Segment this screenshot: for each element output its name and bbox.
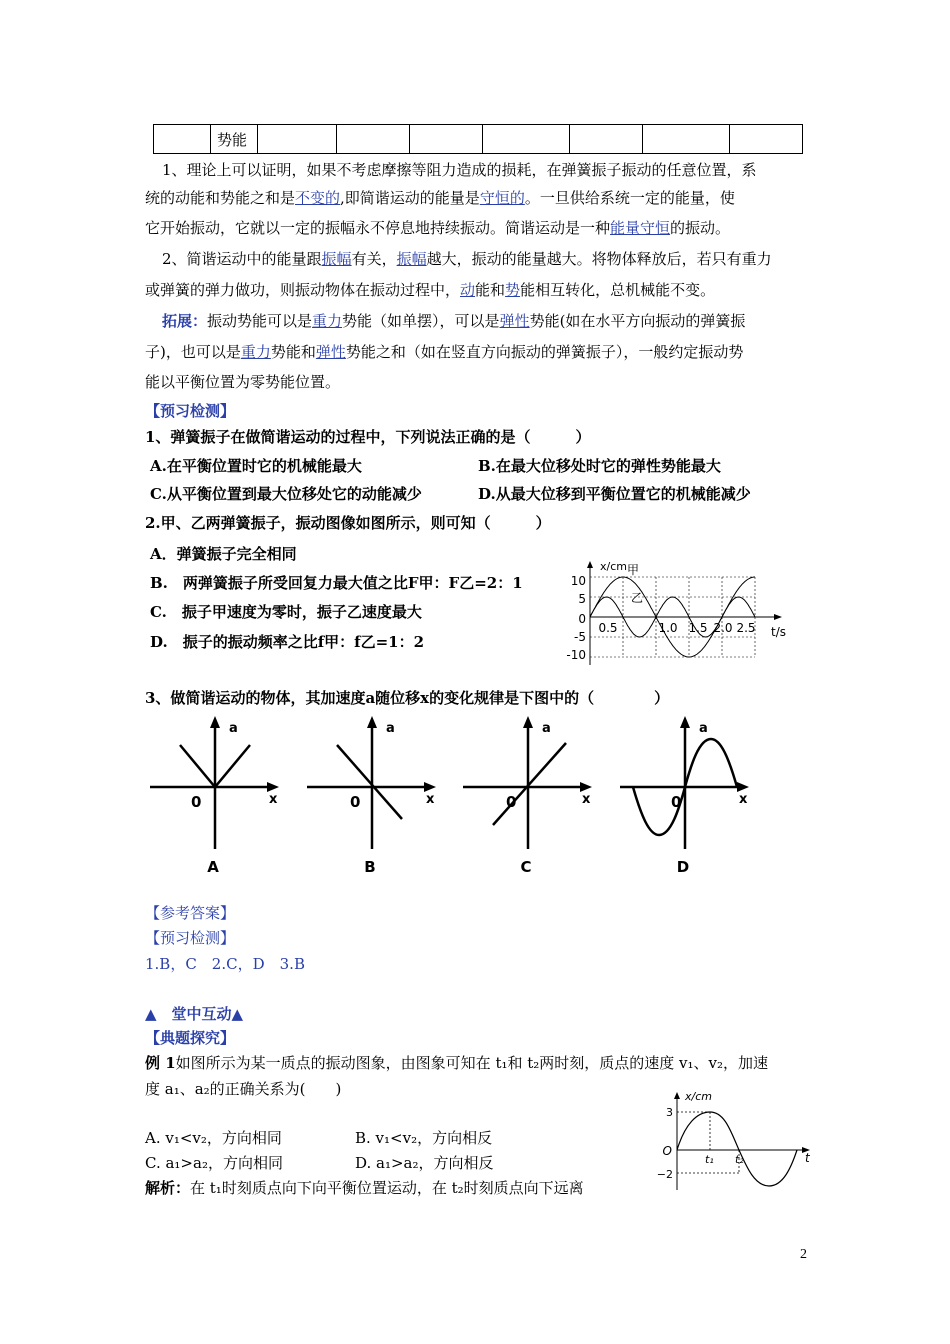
- underlined-term: 振幅: [321, 250, 352, 268]
- q2-ylabel: x/cm: [600, 560, 627, 573]
- q3-origin-label: 0: [191, 793, 202, 811]
- q2-xtick: 2.0: [713, 621, 733, 635]
- q3-axis-a-label: a: [386, 721, 395, 736]
- ex1-t2-label: t₂: [735, 1153, 744, 1166]
- q3-a-arrow: [367, 716, 377, 728]
- typical-problems-heading: 【典题探究】: [145, 1029, 236, 1047]
- q2-series-yi-label: 乙: [631, 591, 644, 605]
- q2-xtick: 0.5: [598, 621, 618, 635]
- ex1-line2: 度 a₁、a₂的正确关系为( ): [145, 1080, 342, 1098]
- p3-line1: 拓展：振动势能可以是重力势能（如单摆），可以是弹性势能(如在水平方向振动的弹簧振: [162, 312, 746, 330]
- q3-axis-a-label: a: [699, 721, 708, 736]
- q3-stem: 3、做简谐运动的物体，其加速度a随位移x的变化规律是下图中的（ ）: [145, 689, 670, 707]
- q3-option-label: B: [364, 858, 376, 876]
- q2-option-a: A．弹簧振子完全相同: [150, 545, 297, 563]
- answers-subheading: 【预习检测】: [145, 929, 236, 947]
- q3-x-arrow: [580, 782, 592, 792]
- q2-xtick: 1.0: [658, 621, 678, 635]
- q3-origin-label: 0: [506, 793, 517, 811]
- q2-ytick: 10: [570, 574, 586, 588]
- q3-origin-label: 0: [350, 793, 361, 811]
- page-number: 2: [800, 1247, 807, 1262]
- q1-option-d: D.从最大位移到平衡位置它的机械能减少: [478, 485, 751, 503]
- underlined-term: 弹性: [499, 312, 530, 330]
- q3-a-arrow: [523, 716, 533, 728]
- ex1-option-c: C. a₁>a₂，方向相同: [145, 1154, 283, 1172]
- ex1-vibration-graph: [655, 1088, 815, 1193]
- ex1-curve: [677, 1112, 797, 1186]
- q3-acceleration-graphs: [145, 712, 765, 882]
- q3-graph-curve: [493, 743, 566, 825]
- underlined-term: 能量守恒: [610, 219, 671, 237]
- ex1-xlabel: t: [805, 1151, 810, 1165]
- table-row: [154, 125, 803, 154]
- analysis-label: 解析：: [145, 1179, 191, 1197]
- q2-xtick: 2.5: [736, 621, 756, 635]
- p3-line3: 能以平衡位置为零势能位置。: [145, 373, 341, 391]
- q3-axis-a-label: a: [229, 721, 238, 736]
- ex1-analysis: 解析：在 t₁时刻质点向下向平衡位置运动，在 t₂时刻质点向下远离: [145, 1179, 584, 1197]
- underlined-term: 动: [460, 281, 476, 299]
- q2-stem: 2.甲、乙两弹簧振子，振动图像如图所示，则可知（ ）: [145, 514, 551, 532]
- q3-origin-label: 0: [671, 793, 682, 811]
- q3-axis-x-label: x: [739, 792, 748, 807]
- q3-axis-x-label: x: [269, 792, 278, 807]
- example-label: 例 1: [145, 1054, 176, 1072]
- q2-xlabel: t/s: [771, 625, 786, 639]
- ex1-ytick-top: 3: [666, 1106, 673, 1119]
- q2-option-c: C. 振子甲速度为零时，振子乙速度最大: [150, 603, 422, 621]
- answers-text: 1.B，C 2.C，D 3.B: [145, 955, 305, 973]
- classroom-interaction-heading: ▲ 堂中互动▲: [145, 1005, 244, 1023]
- p1-line3: 它开始振动，它就以一定的振幅永不停息地持续振动。简谐运动是一种能量守恒的振动。: [145, 219, 731, 237]
- q3-option-label: C: [520, 858, 532, 876]
- underlined-term: 重力: [312, 312, 343, 330]
- p1-line2: 统的动能和势能之和是不变的,即简谐运动的能量是守恒的。一旦供给系统一定的能量，使: [145, 189, 735, 207]
- q3-axis-x-label: x: [426, 792, 435, 807]
- q3-a-arrow: [210, 716, 220, 728]
- ex1-origin-label: O: [662, 1144, 672, 1158]
- underlined-term: 守恒的: [479, 189, 525, 207]
- ex1-option-d: D. a₁>a₂，方向相反: [355, 1154, 494, 1172]
- underlined-term: 不变的: [295, 189, 341, 207]
- q3-x-arrow: [424, 782, 436, 792]
- p3-line2: 子)，也可以是重力势能和弹性势能之和（如在竖直方向振动的弹簧振子），一般约定振动势: [145, 343, 744, 361]
- q3-option-label: D: [676, 858, 690, 876]
- q1-stem: 1、弹簧振子在做简谐运动的过程中，下列说法正确的是（ ）: [145, 428, 591, 446]
- ex1-option-a: A. v₁<v₂，方向相同: [145, 1129, 282, 1147]
- extension-label: 拓展：: [162, 312, 208, 330]
- p1-line1: 1、理论上可以证明，如果不考虑摩擦等阻力造成的损耗，在弹簧振子振动的任意位置，系: [162, 161, 757, 179]
- q1-option-b: B.在最大位移处时它的弹性势能最大: [478, 457, 721, 475]
- q2-ytick: 5: [578, 592, 586, 606]
- q2-xtick: 1.5: [688, 621, 708, 635]
- q3-graph-curve: [337, 745, 402, 819]
- ex1-t1-label: t₁: [705, 1153, 714, 1166]
- underlined-term: 弹性: [315, 343, 346, 361]
- q3-axis-a-label: a: [542, 721, 551, 736]
- q1-option-c: C.从平衡位置到最大位移处它的动能减少: [150, 485, 422, 503]
- table-row-label: 势能: [211, 125, 258, 154]
- ex1-ytick-bottom: −2: [656, 1168, 673, 1181]
- underlined-term: 势: [505, 281, 521, 299]
- q2-vibration-graph: [560, 555, 800, 670]
- q3-a-arrow: [680, 716, 690, 728]
- q2-option-d: D. 振子的振动频率之比f甲：f乙=1：2: [150, 633, 425, 651]
- q2-series-jia-label: 甲: [627, 563, 640, 577]
- q2-ytick: 0: [578, 612, 586, 626]
- q3-x-arrow: [737, 782, 749, 792]
- q3-x-arrow: [267, 782, 279, 792]
- q1-option-a: A.在平衡位置时它的机械能最大: [150, 457, 362, 475]
- ex1-ylabel: x/cm: [685, 1090, 712, 1103]
- ex1-option-b: B. v₁<v₂，方向相反: [355, 1129, 493, 1147]
- underlined-term: 振幅: [396, 250, 427, 268]
- q2-ytick: -10: [566, 648, 586, 662]
- q2-ytick: -5: [574, 630, 586, 644]
- energy-table: [153, 124, 803, 154]
- answers-heading: 【参考答案】: [145, 904, 236, 922]
- q3-axis-x-label: x: [582, 792, 591, 807]
- p2-line2: 或弹簧的弹力做功，则振动物体在振动过程中，动能和势能相互转化，总机械能不变。: [145, 281, 716, 299]
- p2-line1: 2、简谐运动中的能量跟振幅有关，振幅越大，振动的能量越大。将物体释放后，若只有重力: [162, 250, 772, 268]
- q3-option-label: A: [207, 858, 219, 876]
- q2-option-b: B. 两弹簧振子所受回复力最大值之比F甲：F乙=2：1: [150, 574, 523, 592]
- underlined-term: 重力: [240, 343, 271, 361]
- section-heading-preview: 【预习检测】: [145, 402, 236, 420]
- ex1-line1: 例 1如图所示为某一质点的振动图象，由图象可知在 t₁和 t₂两时刻，质点的速度 v₁、v₂，加速: [145, 1054, 769, 1072]
